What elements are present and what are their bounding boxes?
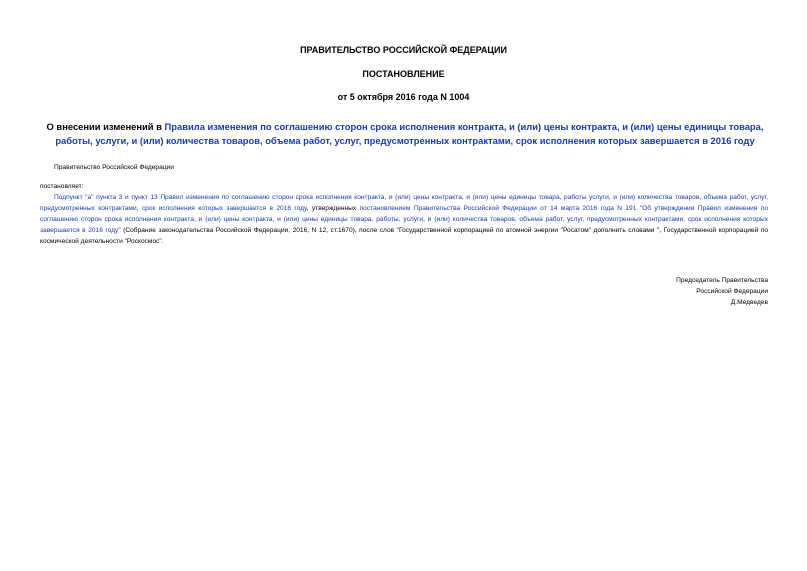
document-date-number: от 5 октября 2016 года N 1004 <box>337 92 470 102</box>
signature-name: Д.Медведев <box>730 299 768 306</box>
government-header: ПРАВИТЕЛЬСТВО РОССИЙСКОЙ ФЕДЕРАЦИИ <box>300 45 507 55</box>
document-type: ПОСТАНОВЛЕНИЕ <box>362 69 445 79</box>
resolution-191-link[interactable]: постановлением Правительства Российской Федерации от 14 марта 2016 года N 191 "Об утверждении Правил изменения по соглашению сторон срока исполнения контракта, и (или) цены контракта, и (или) цены единицы товара, работы, услуги, и (или) количества товаров, объема работ, услуг, предусмотренных контрактами, срок исполнения которых завершается в 2016 году" <box>40 205 768 234</box>
document-title <box>40 120 770 148</box>
title-prefix: О внесении изменений в <box>46 121 165 132</box>
preamble: Правительство Российской Федерации <box>54 164 174 171</box>
signature-country: Российской Федерации <box>696 288 768 295</box>
paragraph-1-text-a: , утвержденных <box>306 205 360 212</box>
paragraph-1 <box>40 192 768 247</box>
paragraph-1-text-b: (Собрание законодательства Российской Федерации, 2016, N 12, ст.1670), после слов "Государственной корпорацией по атомной энергии "Росатом" дополнить словами ", Государственной корпорацией по космической деятельности "Роскосмос". <box>40 227 768 245</box>
title-rules-link[interactable]: Правила изменения по соглашению сторон срока исполнения контракта, и (или) цены контракта, и (или) цены единицы товара, работы, услуги, и (или) количества товаров, объема работ, услуг, предусмотренных контрактами, срок исполнения которых завершается в 2016 году <box>55 121 764 146</box>
rules-subclause-link[interactable]: Подпункт "а" пункта 3 и пункт 13 Правил изменения по соглашению сторон срока исполнения контракта, и (или) цены контракта, и (или) цены единицы товара, работы услуги, и (или) количества товаров, объема работ, услуг, предусмотренных контрактами, срок исполнения которых завершается в 2016 году <box>40 194 768 212</box>
resolves-word: постановляет: <box>40 183 84 190</box>
signature-position: Председатель Правительства <box>676 277 768 284</box>
